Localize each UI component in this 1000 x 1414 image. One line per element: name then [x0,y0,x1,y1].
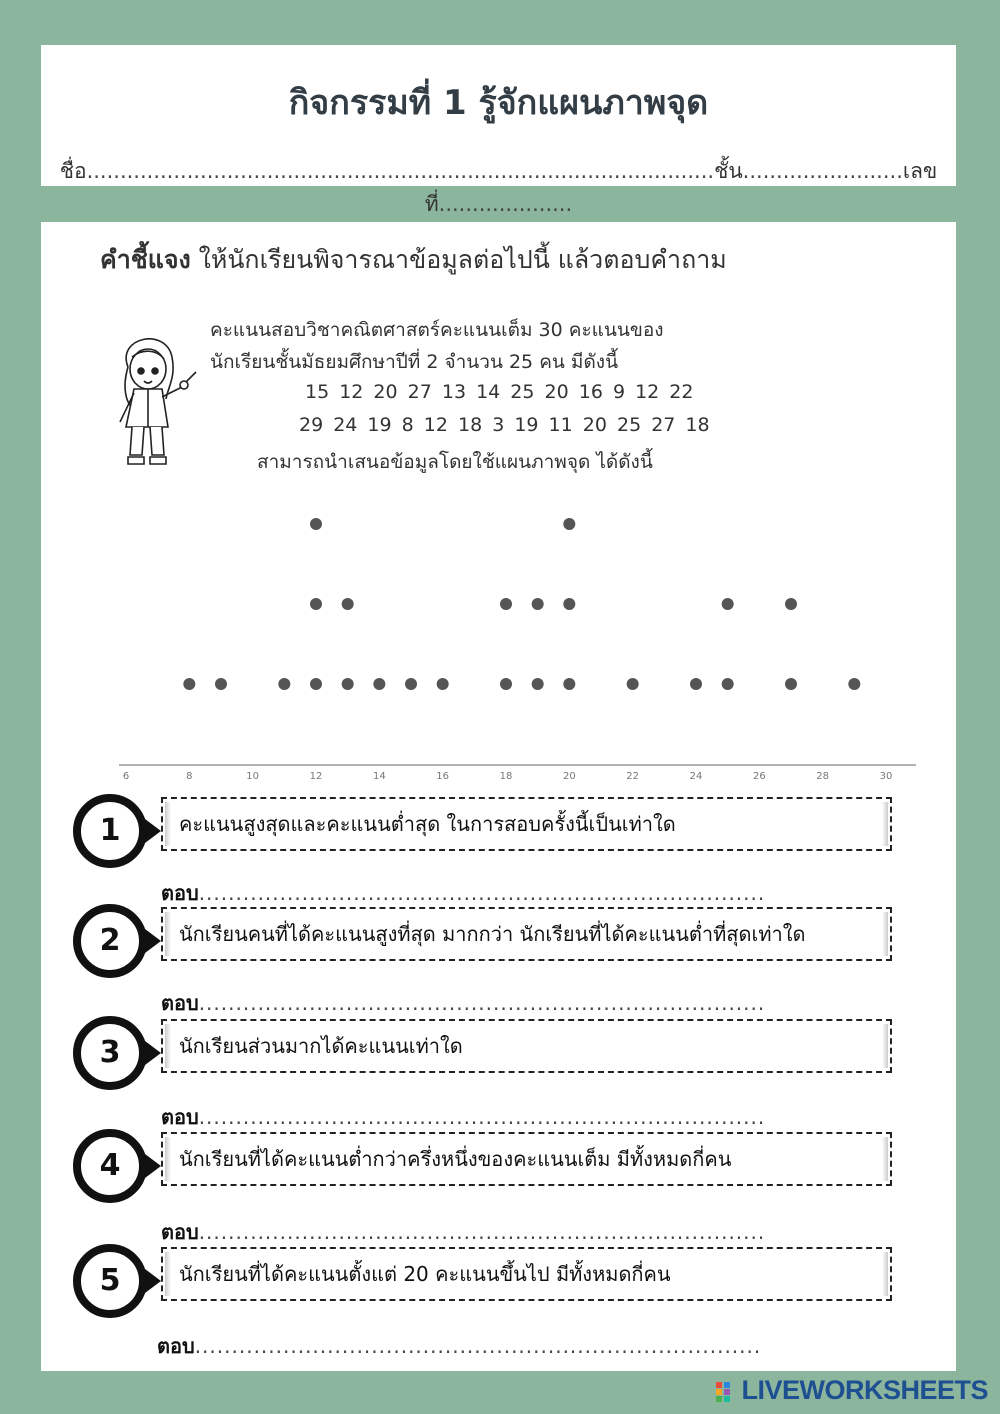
answer-label: ตอบ [161,991,199,1015]
answer-line-1[interactable] [161,877,765,909]
data-dot [500,598,512,610]
x-tick-label: 28 [816,771,830,782]
question-box-2 [161,907,892,961]
x-tick-label: 10 [246,771,260,782]
box-edge-right [882,912,888,956]
data-dot [563,518,575,530]
question-number-5: 5 [73,1244,147,1318]
question-text-1: คะแนนสูงสุดและคะแนนต่ำสุด ในการสอบครั้งนี้เป็นเท่าใด [179,812,676,836]
x-tick-label: 20 [562,771,576,782]
answer-line-4[interactable] [161,1216,765,1248]
data-dot [342,678,354,690]
data-dot [722,678,734,690]
data-dot [405,678,417,690]
class-field[interactable]: ........................ [742,159,903,183]
answer-field[interactable]: ............................................................................. [194,1334,762,1358]
question-number-4: 4 [73,1129,147,1203]
box-edge-right [882,802,888,846]
x-tick-label: 6 [122,771,130,782]
data-dot [310,598,322,610]
intro-line-2: นักเรียนชั้นมัธยมศึกษาปีที่ 2 จำนวน 25 คน มีดังนี้ [210,351,619,373]
question-box-4 [161,1132,892,1186]
question-pointer-3 [145,1041,161,1065]
box-edge-left [165,1252,171,1296]
question-box-5 [161,1247,892,1301]
question-number-3: 3 [73,1016,147,1090]
logo-text: LIVEWORKSHEETS [741,1375,988,1405]
question-text-2: นักเรียนคนที่ได้คะแนนสูงที่สุด มากกว่า นักเรียนที่ได้คะแนนต่ำที่สุดเท่าใด [179,922,806,946]
data-dot [563,678,575,690]
box-edge-right [882,1137,888,1181]
data-dot [785,678,797,690]
x-tick-label: 14 [372,771,386,782]
name-field[interactable]: .............................................................................................. [86,159,715,183]
student-info-line [41,155,956,221]
data-dot [785,598,797,610]
scores-row-2: 29 24 19 8 12 18 3 19 11 20 25 27 18 [299,414,710,436]
answer-label: ตอบ [157,1334,195,1358]
question-text-4: นักเรียนที่ได้คะแนนต่ำกว่าครึ่งหนึ่งของคะแนนเต็ม มีทั้งหมดกี่คน [179,1147,732,1171]
question-pointer-2 [145,929,161,953]
question-pointer-4 [145,1154,161,1178]
teacher-illustration [106,327,201,472]
answer-field[interactable]: ............................................................................. [198,1220,766,1244]
data-dot [627,678,639,690]
data-dot [532,678,544,690]
box-edge-left [165,1024,171,1068]
question-text-5: นักเรียนที่ได้คะแนนตั้งแต่ 20 คะแนนขึ้นไป มีทั้งหมดกี่คน [179,1262,671,1286]
x-tick-label: 16 [436,771,450,782]
data-dot [342,598,354,610]
data-dot [437,678,449,690]
main-card [41,222,956,1371]
dot-plot [111,492,931,782]
dot-series [183,518,860,690]
header-card [41,45,956,216]
question-pointer-5 [145,1269,161,1293]
answer-label: ตอบ [161,1220,199,1244]
x-tick-label: 22 [626,771,640,782]
class-label: ชั้น [714,159,743,183]
data-dot [278,678,290,690]
question-text-3: นักเรียนส่วนมากได้คะแนนเท่าใด [179,1034,463,1058]
data-dot [215,678,227,690]
data-dot [722,598,734,610]
answer-field[interactable]: ............................................................................. [198,1105,766,1129]
question-box-3 [161,1019,892,1073]
data-dot [848,678,860,690]
liveworksheets-icon [716,1380,738,1404]
x-tick-label: 12 [309,771,323,782]
answer-line-3[interactable] [161,1101,765,1133]
answer-field[interactable]: ............................................................................. [198,991,766,1015]
page-title: กิจกรรมที่ 1 รู้จักแผนภาพจุด [288,83,709,123]
answer-line-2[interactable] [161,987,765,1019]
data-dot [373,678,385,690]
data-dot [500,678,512,690]
number-field[interactable]: .................... [438,192,573,216]
data-dot [690,678,702,690]
x-tick-label: 26 [752,771,766,782]
data-dot [310,678,322,690]
intro-line-3: สามารถนำเสนอข้อมูลโดยใช้แผนภาพจุด ได้ดังนี้ [257,451,653,473]
instruction-text: ให้นักเรียนพิจารณาข้อมูลต่อไปนี้ แล้วตอบคำถาม [190,245,727,274]
number-label: เลขที่ [424,159,938,216]
x-tick-label: 8 [186,771,193,782]
box-edge-right [882,1024,888,1068]
data-dot [563,598,575,610]
box-edge-left [165,912,171,956]
name-label: ชื่อ [59,159,87,183]
data-dot [310,518,322,530]
instruction-label: คำชี้แจง [100,245,191,274]
instruction [100,240,727,280]
question-number-2: 2 [73,904,147,978]
question-number-1: 1 [73,794,147,868]
intro-line-1: คะแนนสอบวิชาคณิตศาสตร์คะแนนเต็ม 30 คะแนนของ [210,319,664,341]
scores-row-1: 15 12 20 27 13 14 25 20 16 9 12 22 [305,381,694,403]
liveworksheets-logo[interactable] [716,1375,988,1406]
data-dot [532,598,544,610]
x-axis-ticks [123,771,893,782]
box-edge-right [882,1252,888,1296]
question-pointer-1 [145,819,161,843]
answer-field[interactable]: ............................................................................. [198,881,766,905]
question-box-1 [161,797,892,851]
x-tick-label: 30 [879,771,893,782]
data-dot [183,678,195,690]
box-edge-left [165,802,171,846]
answer-label: ตอบ [161,881,199,905]
answer-label: ตอบ [161,1105,199,1129]
x-tick-label: 24 [689,771,703,782]
x-tick-label: 18 [499,771,513,782]
box-edge-left [165,1137,171,1181]
answer-line-5[interactable] [157,1330,761,1362]
